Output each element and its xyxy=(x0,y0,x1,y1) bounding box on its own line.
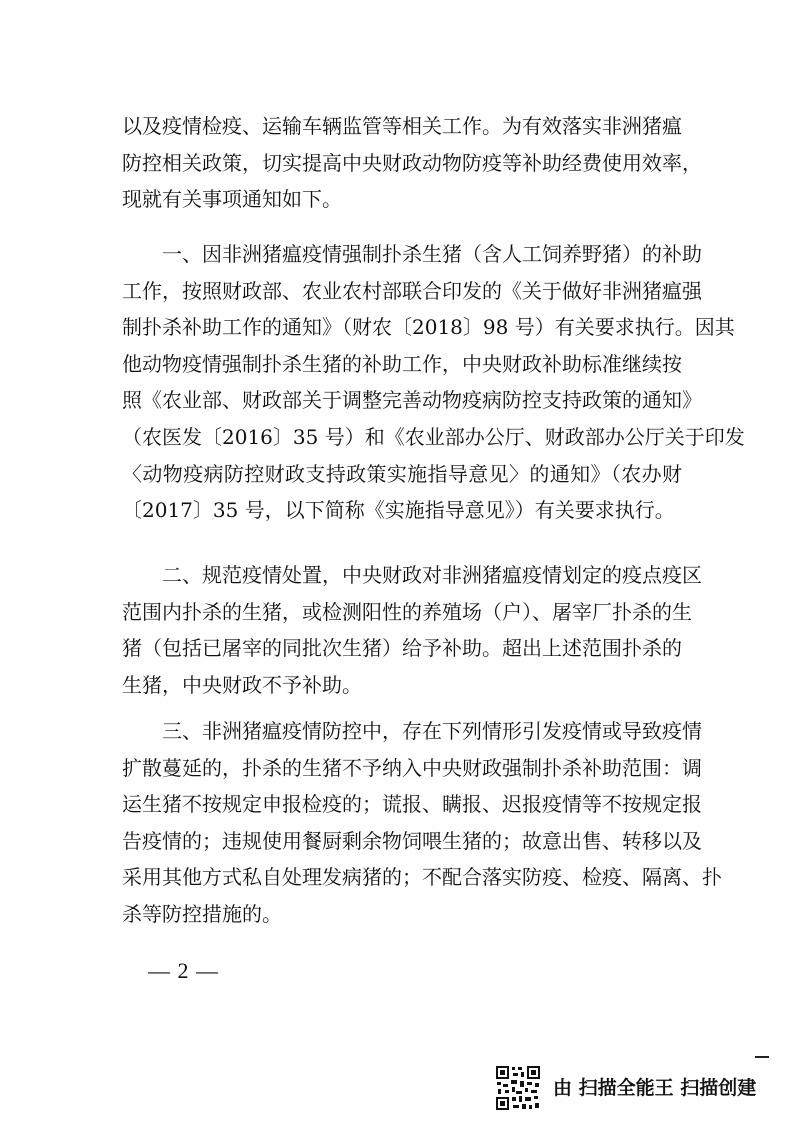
paragraph xyxy=(122,236,745,529)
paragraph xyxy=(122,713,722,933)
text-line: 〈动物疫病防控财政支持政策实施指导意见〉的通知》（农办财 xyxy=(122,461,682,486)
text-line: 二、规范疫情处置，中央财政对非洲猪瘟疫情划定的疫点疫区 xyxy=(162,563,702,587)
text-line: 〔2017〕35 号，以下简称《实施指导意见》）有关要求执行。 xyxy=(122,498,675,523)
text-line: 以及疫情检疫、运输车辆监管等相关工作。为有效落实非洲猪瘟 xyxy=(122,114,682,138)
qr-code-icon xyxy=(495,1065,541,1111)
paragraph xyxy=(122,108,702,218)
text-line: 范围内扑杀的生猪，或检测阳性的养殖场（户）、屠宰厂扑杀的生 xyxy=(122,599,692,624)
text-line: 照《农业部、财政部关于调整完善动物疫病防控支持政策的通知》 xyxy=(122,388,702,413)
scanner-watermark-text: 由 扫描全能王 扫描创建 xyxy=(553,1077,757,1099)
text-line: 生猪，中央财政不予补助。 xyxy=(122,672,362,697)
scan-edge-mark xyxy=(755,1056,769,1058)
text-line: 扩散蔓延的，扑杀的生猪不予纳入中央财政强制扑杀补助范围：调 xyxy=(122,755,702,780)
text-line: 采用其他方式私自处理发病猪的；不配合落实防疫、检疫、隔离、扑 xyxy=(122,865,722,890)
text-line: （农医发〔2016〕35 号）和《农业部办公厅、财政部办公厅关于印发 xyxy=(122,424,745,449)
page-number: — 2 — xyxy=(148,958,219,983)
paragraph xyxy=(122,557,702,703)
text-line: 杀等防控措施的。 xyxy=(122,901,282,926)
text-line: 告疫情的；违规使用餐厨剩余物饲喂生猪的；故意出售、转移以及 xyxy=(122,828,702,853)
text-line: 猪（包括已屠宰的同批次生猪）给予补助。超出上述范围扑杀的 xyxy=(122,636,682,661)
text-line: 现就有关事项通知如下。 xyxy=(122,187,342,212)
text-line: 制扑杀补助工作的通知》（财农〔2018〕98 号）有关要求执行。因其 xyxy=(122,315,735,340)
text-line: 三、非洲猪瘟疫情防控中，存在下列情形引发疫情或导致疫情 xyxy=(162,719,702,743)
text-line: 防控相关政策，切实提高中央财政动物防疫等补助经费使用效率， xyxy=(122,150,702,175)
text-line: 工作，按照财政部、农业农村部联合印发的《关于做好非洲猪瘟强 xyxy=(122,278,702,303)
text-line: 他动物疫情强制扑杀生猪的补助工作，中央财政补助标准继续按 xyxy=(122,351,682,376)
text-line: 一、因非洲猪瘟疫情强制扑杀生猪（含人工饲养野猪）的补助 xyxy=(162,242,702,266)
text-line: 运生猪不按规定申报检疫的；谎报、瞒报、迟报疫情等不按规定报 xyxy=(122,792,702,817)
